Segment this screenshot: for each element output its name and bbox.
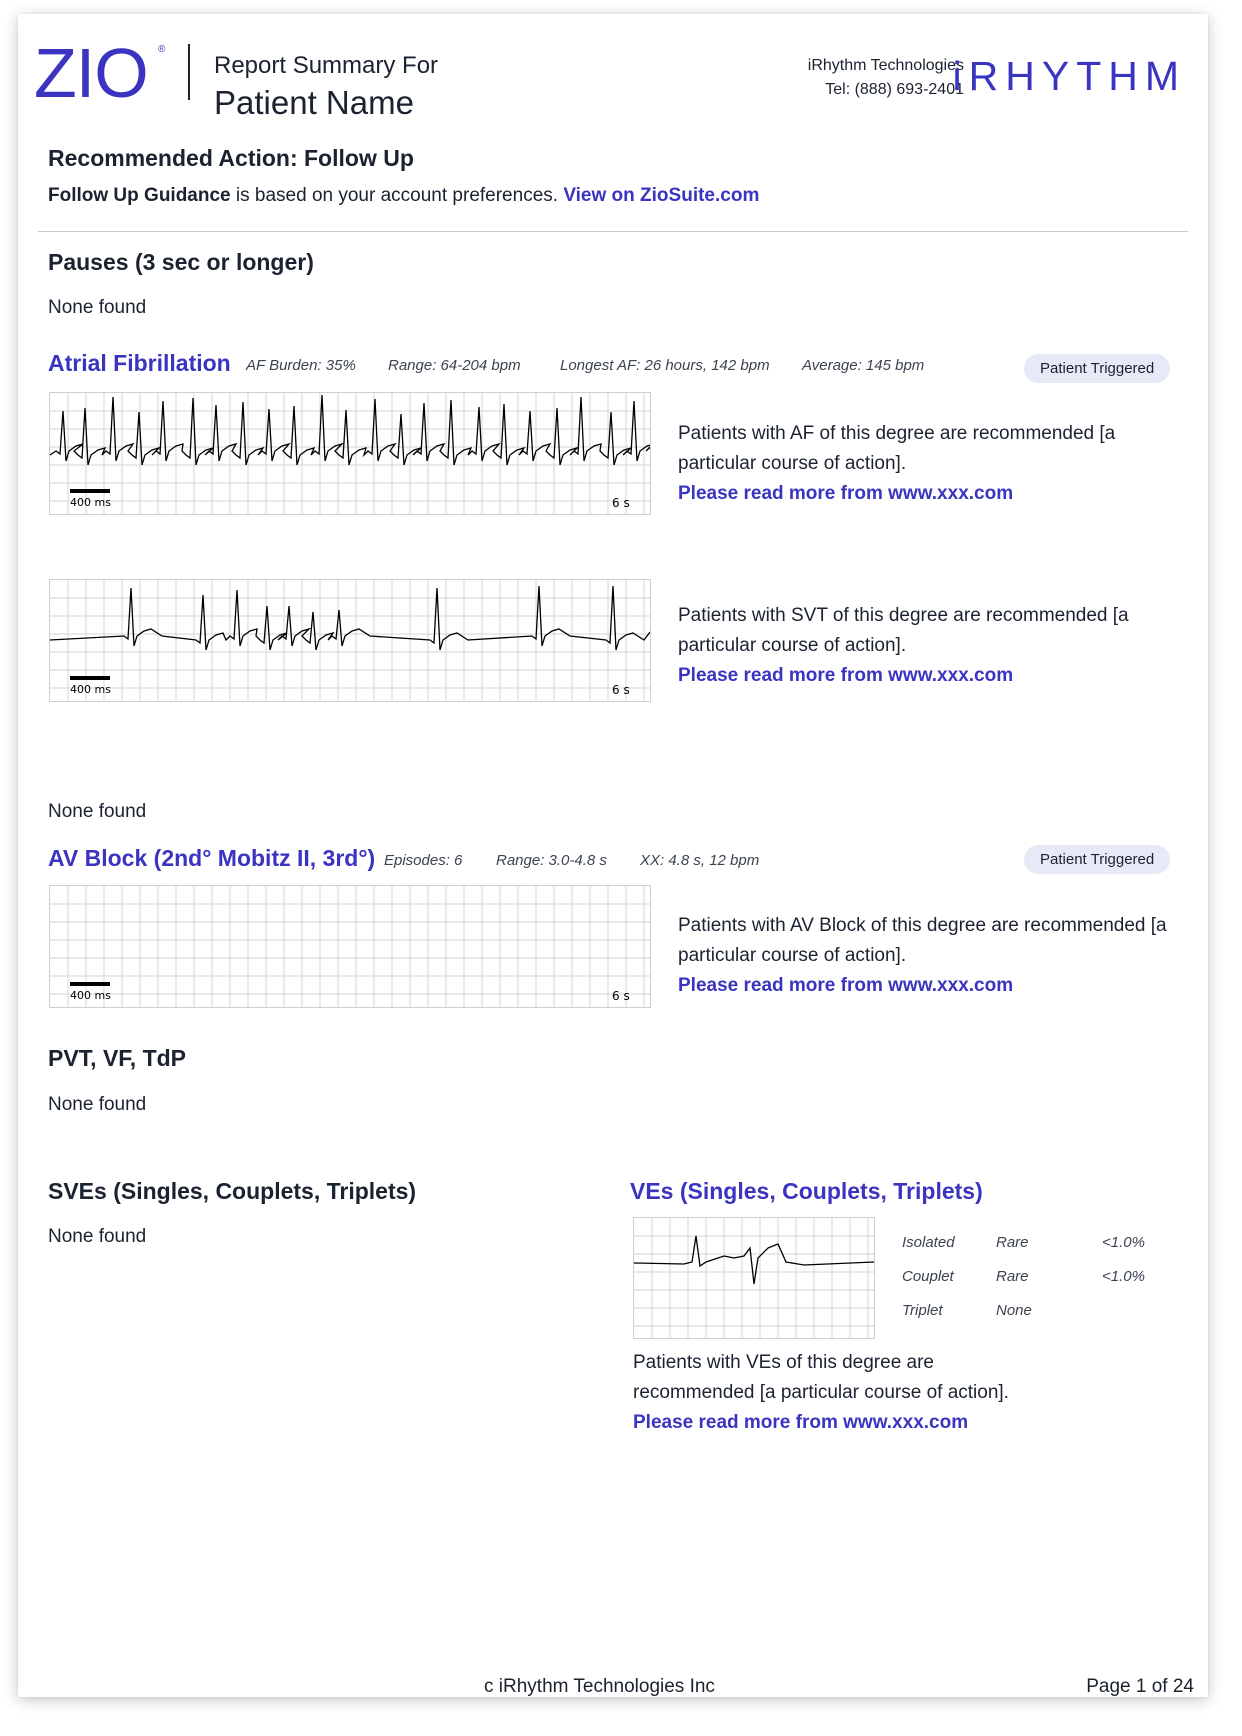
av-block-ecg-strip (49, 885, 651, 1008)
av-rec-text: Patients with AV Block of this degree are recommended [a particular course of action]. (678, 915, 1167, 966)
pauses-title: Pauses (3 sec or longer) (48, 249, 314, 275)
af-title: Atrial Fibrillation (48, 350, 231, 376)
ves-recommendation (633, 1348, 1053, 1438)
ves-cell-pct (1102, 1293, 1162, 1327)
af-recommendation (678, 419, 1178, 509)
af-strip-scale: 400 ms (70, 496, 111, 509)
pvt-title: PVT, VF, TdP (48, 1045, 187, 1071)
ves-table-row (902, 1293, 1162, 1327)
af-burden: AF Burden: 35% (246, 357, 356, 374)
sves-title: SVEs (Singles, Couplets, Triplets) (48, 1178, 417, 1204)
af-ecg-strip (49, 392, 651, 515)
ziosuite-link[interactable]: View on ZioSuite.com (563, 185, 760, 206)
ves-cell-pct: <1.0% (1102, 1233, 1145, 1251)
svt-strip-duration: 6 s (612, 683, 630, 697)
report-page (18, 14, 1208, 1697)
af-rec-text: Patients with AF of this degree are recommended [a particular course of action]. (678, 423, 1116, 474)
af-strip-duration: 6 s (612, 496, 630, 510)
svt-strip-scale: 400 ms (70, 683, 111, 696)
ves-read-more-link[interactable]: Please read more from www.xxx.com (633, 1412, 969, 1433)
svt-result: None found (48, 801, 147, 822)
av-episodes: Episodes: 6 (384, 852, 463, 869)
ves-cell-freq: Rare (996, 1233, 1029, 1251)
pvt-result: None found (48, 1094, 147, 1115)
svt-ecg-strip (49, 579, 651, 702)
page-number: Page 1 of 24 (1086, 1676, 1194, 1697)
report-subtitle: Report Summary For (214, 52, 439, 79)
af-longest: Longest AF: 26 hours, 142 bpm (560, 357, 770, 374)
zio-logo: ZIO (34, 34, 148, 112)
svt-read-more-link[interactable]: Please read more from www.xxx.com (678, 665, 1014, 686)
company-phone: Tel: (888) 693-2401 (825, 81, 964, 98)
av-xx: XX: 4.8 s, 12 bpm (640, 852, 760, 869)
ves-title: VEs (Singles, Couplets, Triplets) (630, 1178, 983, 1204)
footer-copyright: c iRhythm Technologies Inc (484, 1676, 715, 1697)
av-strip-duration: 6 s (612, 989, 630, 1003)
av-range: Range: 3.0-4.8 s (496, 852, 607, 869)
section-divider (38, 231, 1188, 232)
ves-cell-type: Couplet (902, 1267, 954, 1285)
ves-rec-text: Patients with VEs of this degree are recommended [a particular course of action]. (633, 1352, 1009, 1403)
ves-table-row (902, 1225, 1162, 1259)
company-info (808, 54, 964, 102)
patient-name: Patient Name (214, 84, 414, 121)
ves-cell-freq: Rare (996, 1267, 1029, 1285)
ves-cell-pct: <1.0% (1102, 1267, 1145, 1285)
company-name: iRhythm Technologies (807, 57, 964, 74)
pauses-result: None found (48, 297, 147, 318)
af-average: Average: 145 bpm (802, 357, 925, 374)
registered-mark: ® (158, 44, 166, 55)
av-block-title: AV Block (2nd° Mobitz II, 3rd°) (48, 845, 376, 871)
av-read-more-link[interactable]: Please read more from www.xxx.com (678, 975, 1014, 996)
ves-cell-type: Isolated (902, 1233, 955, 1251)
af-range: Range: 64-204 bpm (388, 357, 521, 374)
ves-cell-type: Triplet (902, 1301, 943, 1319)
header-divider (188, 44, 190, 100)
ves-table (902, 1225, 1162, 1327)
ves-cell-freq: None (996, 1301, 1032, 1319)
af-patient-triggered-badge: Patient Triggered (1024, 354, 1170, 383)
av-patient-triggered-badge: Patient Triggered (1024, 845, 1170, 874)
guidance-bold: Follow Up Guidance (48, 185, 231, 206)
ves-ecg-strip (633, 1217, 875, 1339)
irhythm-logo: iRHYTHM (952, 53, 1186, 99)
av-recommendation (678, 911, 1178, 1001)
sves-result: None found (48, 1226, 147, 1247)
ves-table-row (902, 1259, 1162, 1293)
guidance-text: is based on your account preferences. (230, 185, 564, 206)
svt-recommendation (678, 601, 1178, 691)
av-strip-scale: 400 ms (70, 989, 111, 1002)
follow-up-guidance (48, 185, 759, 207)
recommended-action-title: Recommended Action: Follow Up (48, 145, 414, 171)
af-read-more-link[interactable]: Please read more from www.xxx.com (678, 483, 1014, 504)
svt-rec-text: Patients with SVT of this degree are recommended [a particular course of action]. (678, 605, 1129, 656)
